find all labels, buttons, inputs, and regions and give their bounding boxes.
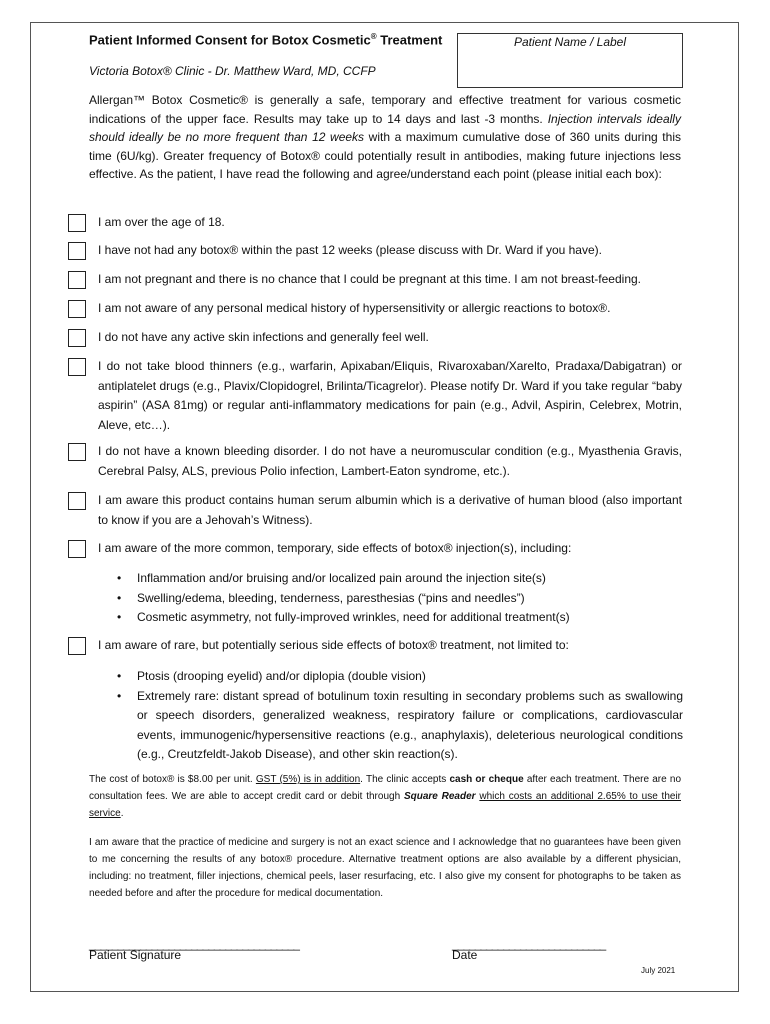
patient-label-caption: Patient Name / Label (513, 35, 627, 49)
consent-item-text: I have not had any botox® within the past 12 weeks (please discuss with Dr. Ward if you have). (98, 243, 602, 257)
rare-effects-list (117, 667, 683, 765)
signature-line[interactable]: _____________________________________ (89, 937, 299, 951)
consent-item-text: I am aware of the more common, temporary, side effects of botox® injection(s), including: (98, 541, 572, 555)
consent-item-text: I am not pregnant and there is no chance that I could be pregnant at this time. I am not breast-feeding. (98, 272, 641, 286)
date-label: Date (452, 948, 478, 962)
consent-item-text: I do not take blood thinners (e.g., warfarin, Apixaban/Eliquis, Rivaroxaban/Xarelto, Pradaxa/Dabigatran) or antiplatelet drugs (e.g., Plavix/Clopidogrel, Brilinta/Ticagrelor). Please notify Dr. Ward if you take regular “baby aspirin” (ASA 81mg) or regular anti-inflammatory medications for pain (e.g., Advil, Aspirin, Celebrex, Motrin, Aleve, etc…). (98, 359, 682, 432)
revision-date: July 2021 (641, 966, 676, 975)
date-line[interactable]: ___________________________ (452, 937, 606, 951)
clinic-name: Victoria Botox® Clinic - Dr. Matthew Ward, MD, CCFP (89, 64, 376, 78)
list-item: • Extremely rare: distant spread of botulinum toxin resulting in secondary problems such as swallowing or speech disorders, generalized weakness, respiratory failure or complications, cardiovascular events, immunogenic/hypersensitive reactions (e.g., anaphylaxis), deleterious neurological conditions (e.g., Creutzfeldt-Jakob Disease), and other skin reaction(s). (117, 688, 683, 761)
consent-item-text: I am over the age of 18. (98, 215, 225, 229)
list-item: • Cosmetic asymmetry, not fully-improved wrinkles, need for additional treatment(s) (117, 610, 570, 624)
list-item: • Inflammation and/or bruising and/or localized pain around the injection site(s) (117, 571, 546, 585)
common-effects-list (117, 569, 683, 628)
consent-item-no-allergy (68, 299, 682, 319)
list-item: • Ptosis (drooping eyelid) and/or diplopia (double vision) (117, 669, 426, 683)
consent-item-no-infection (68, 328, 682, 348)
consent-item-no-recent-botox (68, 241, 682, 261)
consent-item-albumin (68, 491, 682, 530)
consent-item-no-blood-thinners (68, 357, 682, 435)
initial-box[interactable] (68, 242, 86, 260)
consent-item-text: I am aware this product contains human serum albumin which is a derivative of human blood (also important to know if you are a Jehovah’s Witness). (98, 493, 682, 527)
list-item: • Swelling/edema, bleeding, tenderness, paresthesias (“pins and needles”) (117, 590, 525, 605)
consent-item-text: I do not have any active skin infections and generally feel well. (98, 330, 429, 344)
initial-box[interactable] (68, 358, 86, 376)
initial-box[interactable] (68, 492, 86, 510)
initial-box[interactable] (68, 637, 86, 655)
initial-box[interactable] (68, 443, 86, 461)
initial-box[interactable] (68, 300, 86, 318)
consent-item-text: I do not have a known bleeding disorder. I do not have a neuromuscular condition (e.g., Myasthenia Gravis, Cerebral Palsy, ALS, previous Polio infection, Lambert-Eaton syndrome, etc.). (98, 444, 682, 478)
consent-paragraph: I am aware that the practice of medicine and surgery is not an exact science and I acknowledge that no guarantees have been given to me concerning the results of any botox® procedure. Alternative treatment options are also available by a different physician, including: no treatment, filler injections, chemical peels, laser resurfacing, etc. I also give my consent for photographs to be taken as needed before and after the procedure for medical documentation. (89, 837, 681, 899)
consent-item-no-bleeding-disorder (68, 442, 682, 481)
signature-label: Patient Signature (89, 948, 182, 962)
patient-label-box[interactable] (457, 33, 683, 88)
consent-item-text: I am not aware of any personal medical history of hypersensitivity or allergic reactions to botox®. (98, 301, 611, 315)
consent-item-common-effects (68, 539, 682, 559)
consent-item-not-pregnant (68, 270, 682, 290)
intro-paragraph: Allergan™ Botox Cosmetic® is generally a safe, temporary and effective treatment for various cosmetic indications of the upper face. Results may take up to 14 days and last -3 months. Injection intervals ideally should ideally be no more frequent than 12 weeks with a maximum cumulative dose of 360 units during this time (6U/kg). Greater frequency of Botox® could potentially result in antibodies, making future injections less effective. As the patient, I have read the following and agree/understand each point (please initial each box): (89, 93, 681, 181)
cost-paragraph: The cost of botox® is $8.00 per unit. GST (5%) is in addition. The clinic accepts cash or cheque after each treatment. There are no consultation fees. We are able to accept credit card or debit through Square Reader which costs an additional 2.65% to use their service. (89, 774, 682, 819)
consent-item-text: I am aware of rare, but potentially serious side effects of botox® treatment, not limited to: (98, 638, 569, 652)
initial-box[interactable] (68, 214, 86, 232)
initial-box[interactable] (68, 540, 86, 558)
consent-item-rare-effects (68, 636, 682, 656)
initial-box[interactable] (68, 329, 86, 347)
page-title: Patient Informed Consent for Botox Cosmetic® Treatment (89, 32, 443, 48)
initial-box[interactable] (68, 271, 86, 289)
consent-item-age (68, 213, 682, 233)
